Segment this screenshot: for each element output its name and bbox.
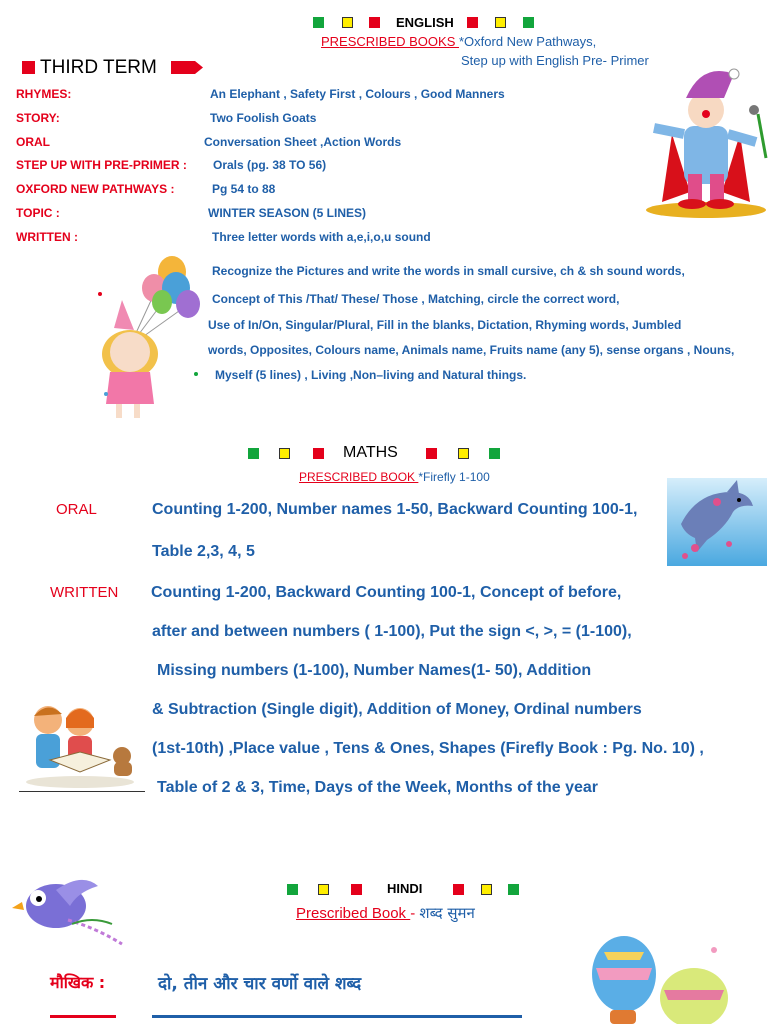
row-label: WRITTEN : (16, 230, 78, 244)
prescribed-book: *Firefly 1-100 (418, 470, 490, 484)
written-line: Myself (5 lines) , Living ,Non–living and Natural things. (215, 368, 527, 382)
yellow-square-icon (495, 17, 506, 28)
row-value: Orals (pg. 38 TO 56) (213, 158, 327, 172)
oral-line: Table 2,3, 4, 5 (152, 543, 255, 560)
red-bullet-icon (22, 61, 35, 74)
maths-heading: MATHS (343, 444, 398, 461)
red-square-icon (313, 448, 324, 459)
row-label: STORY: (16, 111, 60, 125)
row-label: RHYMES: (16, 87, 72, 101)
green-square-icon (287, 884, 298, 895)
row-label: TOPIC : (16, 206, 60, 220)
written-line: Recognize the Pictures and write the words in small cursive, ch & sh sound words, (212, 264, 685, 278)
red-square-icon (467, 17, 478, 28)
divider (19, 791, 145, 792)
kids-reading-illustration (22, 700, 140, 790)
green-square-icon (248, 448, 259, 459)
written-line: after and between numbers ( 1-100), Put the sign <, >, = (1-100), (152, 623, 632, 640)
row-value: Three letter words with a,e,i,o,u sound (212, 230, 431, 244)
written-line: & Subtraction (Single digit), Addition of Money, Ordinal numbers (152, 701, 642, 718)
yellow-square-icon (481, 884, 492, 895)
green-square-icon (508, 884, 519, 895)
hindi-heading: HINDI (387, 881, 423, 896)
hindi-oral-value: दो, तीन और चार वर्णो वाले शब्द (158, 974, 362, 994)
red-square-icon (453, 884, 464, 895)
english-prescribed (321, 34, 596, 49)
row-value: WINTER SEASON (5 LINES) (208, 206, 367, 220)
row-value: Two Foolish Goats (210, 111, 317, 125)
green-square-icon (489, 448, 500, 459)
prescribed-dash: - (410, 905, 420, 922)
row-value: An Elephant , Safety First , Colours , Good Manners (210, 87, 505, 101)
red-square-icon (426, 448, 437, 459)
cut-off-label (50, 1015, 116, 1018)
red-arrow-icon (171, 60, 204, 75)
hot-air-balloons-illustration (582, 934, 732, 1024)
prescribed-label: Prescribed Book (296, 905, 411, 922)
bird-illustration (12, 872, 124, 950)
maths-prescribed (299, 470, 490, 484)
prescribed-book: शब्द सुमन (419, 904, 475, 922)
oral-label: ORAL (56, 501, 97, 518)
written-line: (1st-10th) ,Place value , Tens & Ones, Shapes (Firefly Book : Pg. No. 10) , (152, 740, 704, 757)
yellow-square-icon (318, 884, 329, 895)
green-square-icon (523, 17, 534, 28)
row-label: ORAL (16, 135, 50, 149)
red-square-icon (369, 17, 380, 28)
written-line: Concept of This /That/ These/ Those , Matching, circle the correct word, (212, 292, 620, 306)
red-square-icon (351, 884, 362, 895)
green-square-icon (313, 17, 324, 28)
english-heading: ENGLISH (396, 15, 454, 30)
row-label: OXFORD NEW PATHWAYS : (16, 182, 175, 196)
clown-illustration (642, 64, 768, 220)
written-label: WRITTEN (50, 584, 119, 601)
written-line: Missing numbers (1-100), Number Names(1- 50), Addition (157, 662, 592, 679)
yellow-square-icon (279, 448, 290, 459)
prescribed-label: PRESCRIBED BOOKS (321, 34, 459, 49)
prescribed-book-2: Step up with English Pre- Primer (461, 53, 649, 68)
yellow-square-icon (342, 17, 353, 28)
written-line: words, Opposites, Colours name, Animals name, Fruits name (any 5), sense organs , Nouns, (208, 343, 735, 357)
row-label: STEP UP WITH PRE-PRIMER : (16, 158, 187, 172)
dolphin-illustration (667, 478, 767, 566)
prescribed-label: PRESCRIBED BOOK (299, 470, 419, 484)
row-value: Conversation Sheet ,Action Words (204, 135, 402, 149)
yellow-square-icon (458, 448, 469, 459)
prescribed-book-1: *Oxford New Pathways, (458, 34, 597, 49)
girl-balloons-illustration (92, 254, 210, 424)
row-value: Pg 54 to 88 (212, 182, 276, 196)
written-line: Table of 2 & 3, Time, Days of the Week, Months of the year (157, 779, 598, 796)
written-line: Use of In/On, Singular/Plural, Fill in the blanks, Dictation, Rhyming words, Jumbled (208, 318, 682, 332)
term-title: THIRD TERM (40, 57, 157, 78)
hindi-oral-label: मौखिक : (50, 973, 106, 992)
hindi-prescribed (296, 903, 475, 923)
cut-off-line (152, 1015, 522, 1018)
oral-line: Counting 1-200, Number names 1-50, Backward Counting 100-1, (152, 501, 638, 518)
written-line: Counting 1-200, Backward Counting 100-1, Concept of before, (151, 584, 622, 601)
